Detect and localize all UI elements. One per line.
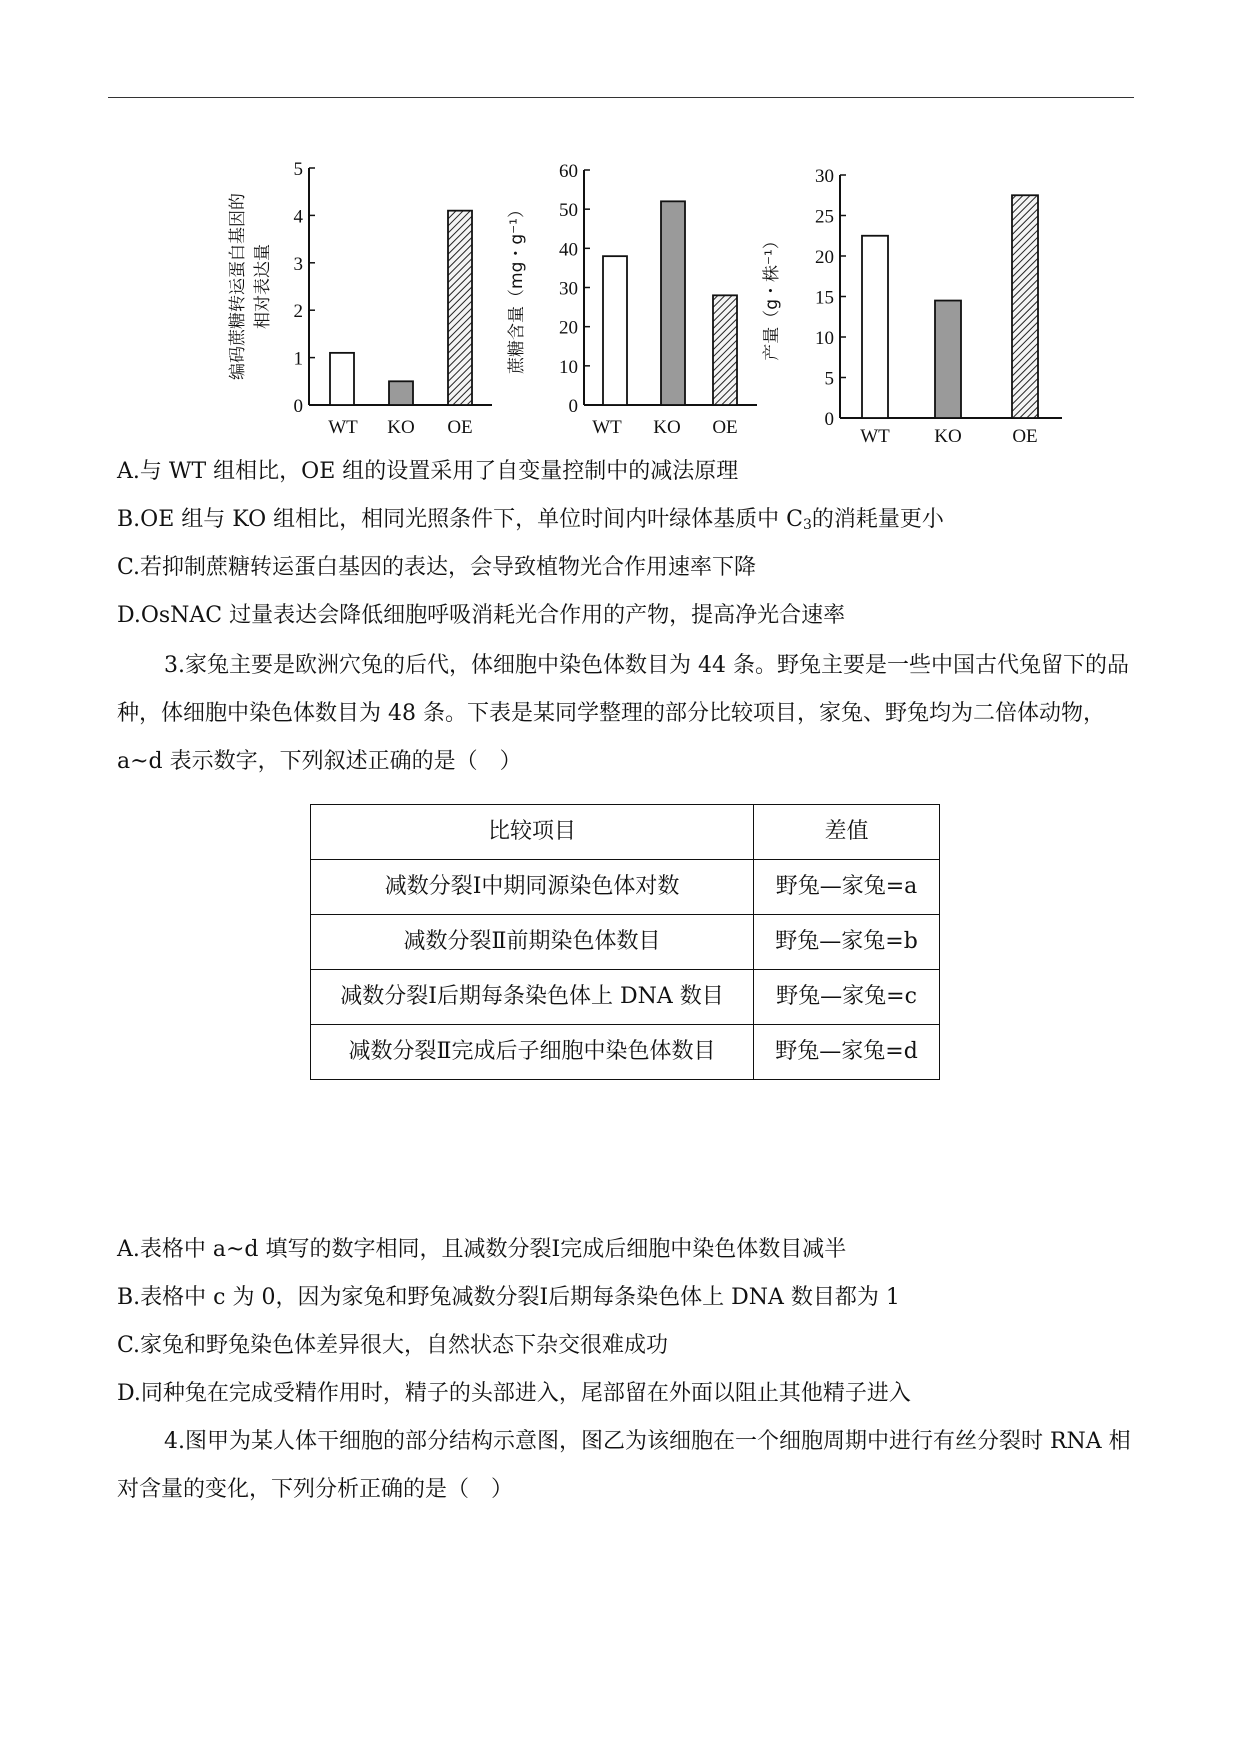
y-tick-label: 5 [824, 368, 834, 390]
table-header-item: 比较项目 [311, 805, 754, 860]
y-tick-label: 10 [815, 328, 834, 349]
q3-option-b: B.表格中 c 为 0，因为家兔和野兔减数分裂Ⅰ后期每条染色体上 DNA 数目都为 1 [117, 1285, 900, 1310]
bar-chart-3 [762, 166, 1062, 447]
x-tick-label: WT [860, 426, 890, 447]
table-cell: 减数分裂Ⅱ前期染色体数目 [311, 915, 754, 970]
comparison-table [310, 804, 940, 1080]
y-tick-label: 20 [559, 317, 578, 339]
bar-ko [661, 201, 685, 405]
y-tick-label: 60 [559, 161, 578, 182]
y-tick-label: 30 [815, 166, 834, 187]
table-header-diff: 差值 [754, 805, 940, 860]
y-tick-label: 25 [815, 206, 834, 228]
table-row [311, 860, 940, 915]
bar-chart-1 [228, 159, 492, 438]
bar-chart-2 [507, 161, 757, 438]
bar-ko [389, 381, 413, 405]
y-tick-label: 2 [293, 301, 303, 323]
y-axis-title: 相对表达量 [253, 244, 273, 329]
x-tick-label: WT [328, 417, 358, 438]
q4-stem-text: 4.图甲为某人体干细胞的部分结构示意图，图乙为该细胞在一个细胞周期中进行有丝分裂时 RNA 相对含量的变化，下列分析正确的是（ ） [117, 1429, 1131, 1502]
q3-stem-text: 3.家兔主要是欧洲穴兔的后代，体细胞中染色体数目为 44 条。野兔主要是一些中国古代兔留下的品种，体细胞中染色体数目为 48 条。下表是某同学整理的部分比较项目，家兔、野兔均为二倍体动物，a~d 表示数字，下列叙述正确的是（ ） [117, 653, 1129, 774]
bar-oe [448, 211, 472, 405]
table-cell: 减数分裂Ⅰ中期同源染色体对数 [311, 860, 754, 915]
x-tick-label: WT [592, 417, 622, 438]
charts-svg [0, 150, 1241, 450]
q2-option-b [117, 504, 944, 541]
y-axis-title: 蔗糖含量（mg・g⁻¹） [507, 201, 527, 374]
bar-ko [935, 301, 961, 418]
x-tick-label: KO [934, 426, 962, 447]
y-tick-label: 4 [293, 206, 303, 228]
table-cell: 野兔—家兔=d [754, 1025, 940, 1080]
bar-wt [862, 236, 888, 418]
y-tick-label: 1 [293, 348, 303, 370]
bar-oe [1012, 195, 1038, 418]
q2-option-d: D.OsNAC 过量表达会降低细胞呼吸消耗光合作用的产物，提高净光合速率 [117, 603, 846, 628]
x-tick-label: KO [653, 417, 681, 438]
q2-option-c: C.若抑制蔗糖转运蛋白基因的表达，会导致植物光合作用速率下降 [117, 555, 757, 580]
y-tick-label: 0 [568, 396, 578, 417]
q3-stem [117, 642, 1133, 786]
table-row [311, 1025, 940, 1080]
q3-option-d: D.同种兔在完成受精作用时，精子的头部进入，尾部留在外面以阻止其他精子进入 [117, 1381, 911, 1406]
y-tick-label: 5 [293, 159, 303, 180]
bar-oe [713, 295, 737, 405]
y-tick-label: 3 [293, 253, 303, 275]
bar-charts [0, 150, 1241, 450]
y-tick-label: 40 [559, 239, 578, 261]
q2-option-b-tail: 的消耗量更小 [811, 507, 944, 532]
y-axis-title: 产量（g・株⁻¹） [762, 232, 782, 361]
y-tick-label: 30 [559, 278, 578, 300]
q3-option-c: C.家兔和野兔染色体差异很大，自然状态下杂交很难成功 [117, 1333, 669, 1358]
q2-option-a: A.与 WT 组相比，OE 组的设置采用了自变量控制中的减法原理 [117, 459, 739, 484]
q2-option-b-text: B.OE 组与 KO 组相比，相同光照条件下，单位时间内叶绿体基质中 C [117, 507, 803, 532]
y-tick-label: 10 [559, 356, 578, 378]
header-rule [108, 97, 1134, 98]
y-tick-label: 15 [815, 287, 834, 309]
y-tick-label: 20 [815, 247, 834, 268]
x-tick-label: KO [387, 417, 415, 438]
y-axis-title: 编码蔗糖转运蛋白基因的 [228, 193, 248, 380]
q4-stem [117, 1418, 1133, 1514]
table-header-row [311, 805, 940, 860]
y-tick-label: 50 [559, 200, 578, 222]
q2-option-b-sub: 3 [802, 517, 812, 533]
table-cell: 野兔—家兔=c [754, 970, 940, 1025]
x-tick-label: OE [1012, 426, 1038, 447]
table-row [311, 915, 940, 970]
q3-option-a: A.表格中 a~d 填写的数字相同，且减数分裂Ⅰ完成后细胞中染色体数目减半 [117, 1237, 847, 1262]
table-cell: 减数分裂Ⅱ完成后子细胞中染色体数目 [311, 1025, 754, 1080]
x-tick-label: OE [712, 417, 738, 438]
table-cell: 野兔—家兔=b [754, 915, 940, 970]
table-row [311, 970, 940, 1025]
x-tick-label: OE [447, 417, 473, 438]
table-cell: 减数分裂Ⅰ后期每条染色体上 DNA 数目 [311, 970, 754, 1025]
y-tick-label: 0 [824, 409, 834, 430]
table-cell: 野兔—家兔=a [754, 860, 940, 915]
bar-wt [330, 353, 354, 405]
y-tick-label: 0 [293, 396, 303, 417]
bar-wt [603, 256, 627, 405]
